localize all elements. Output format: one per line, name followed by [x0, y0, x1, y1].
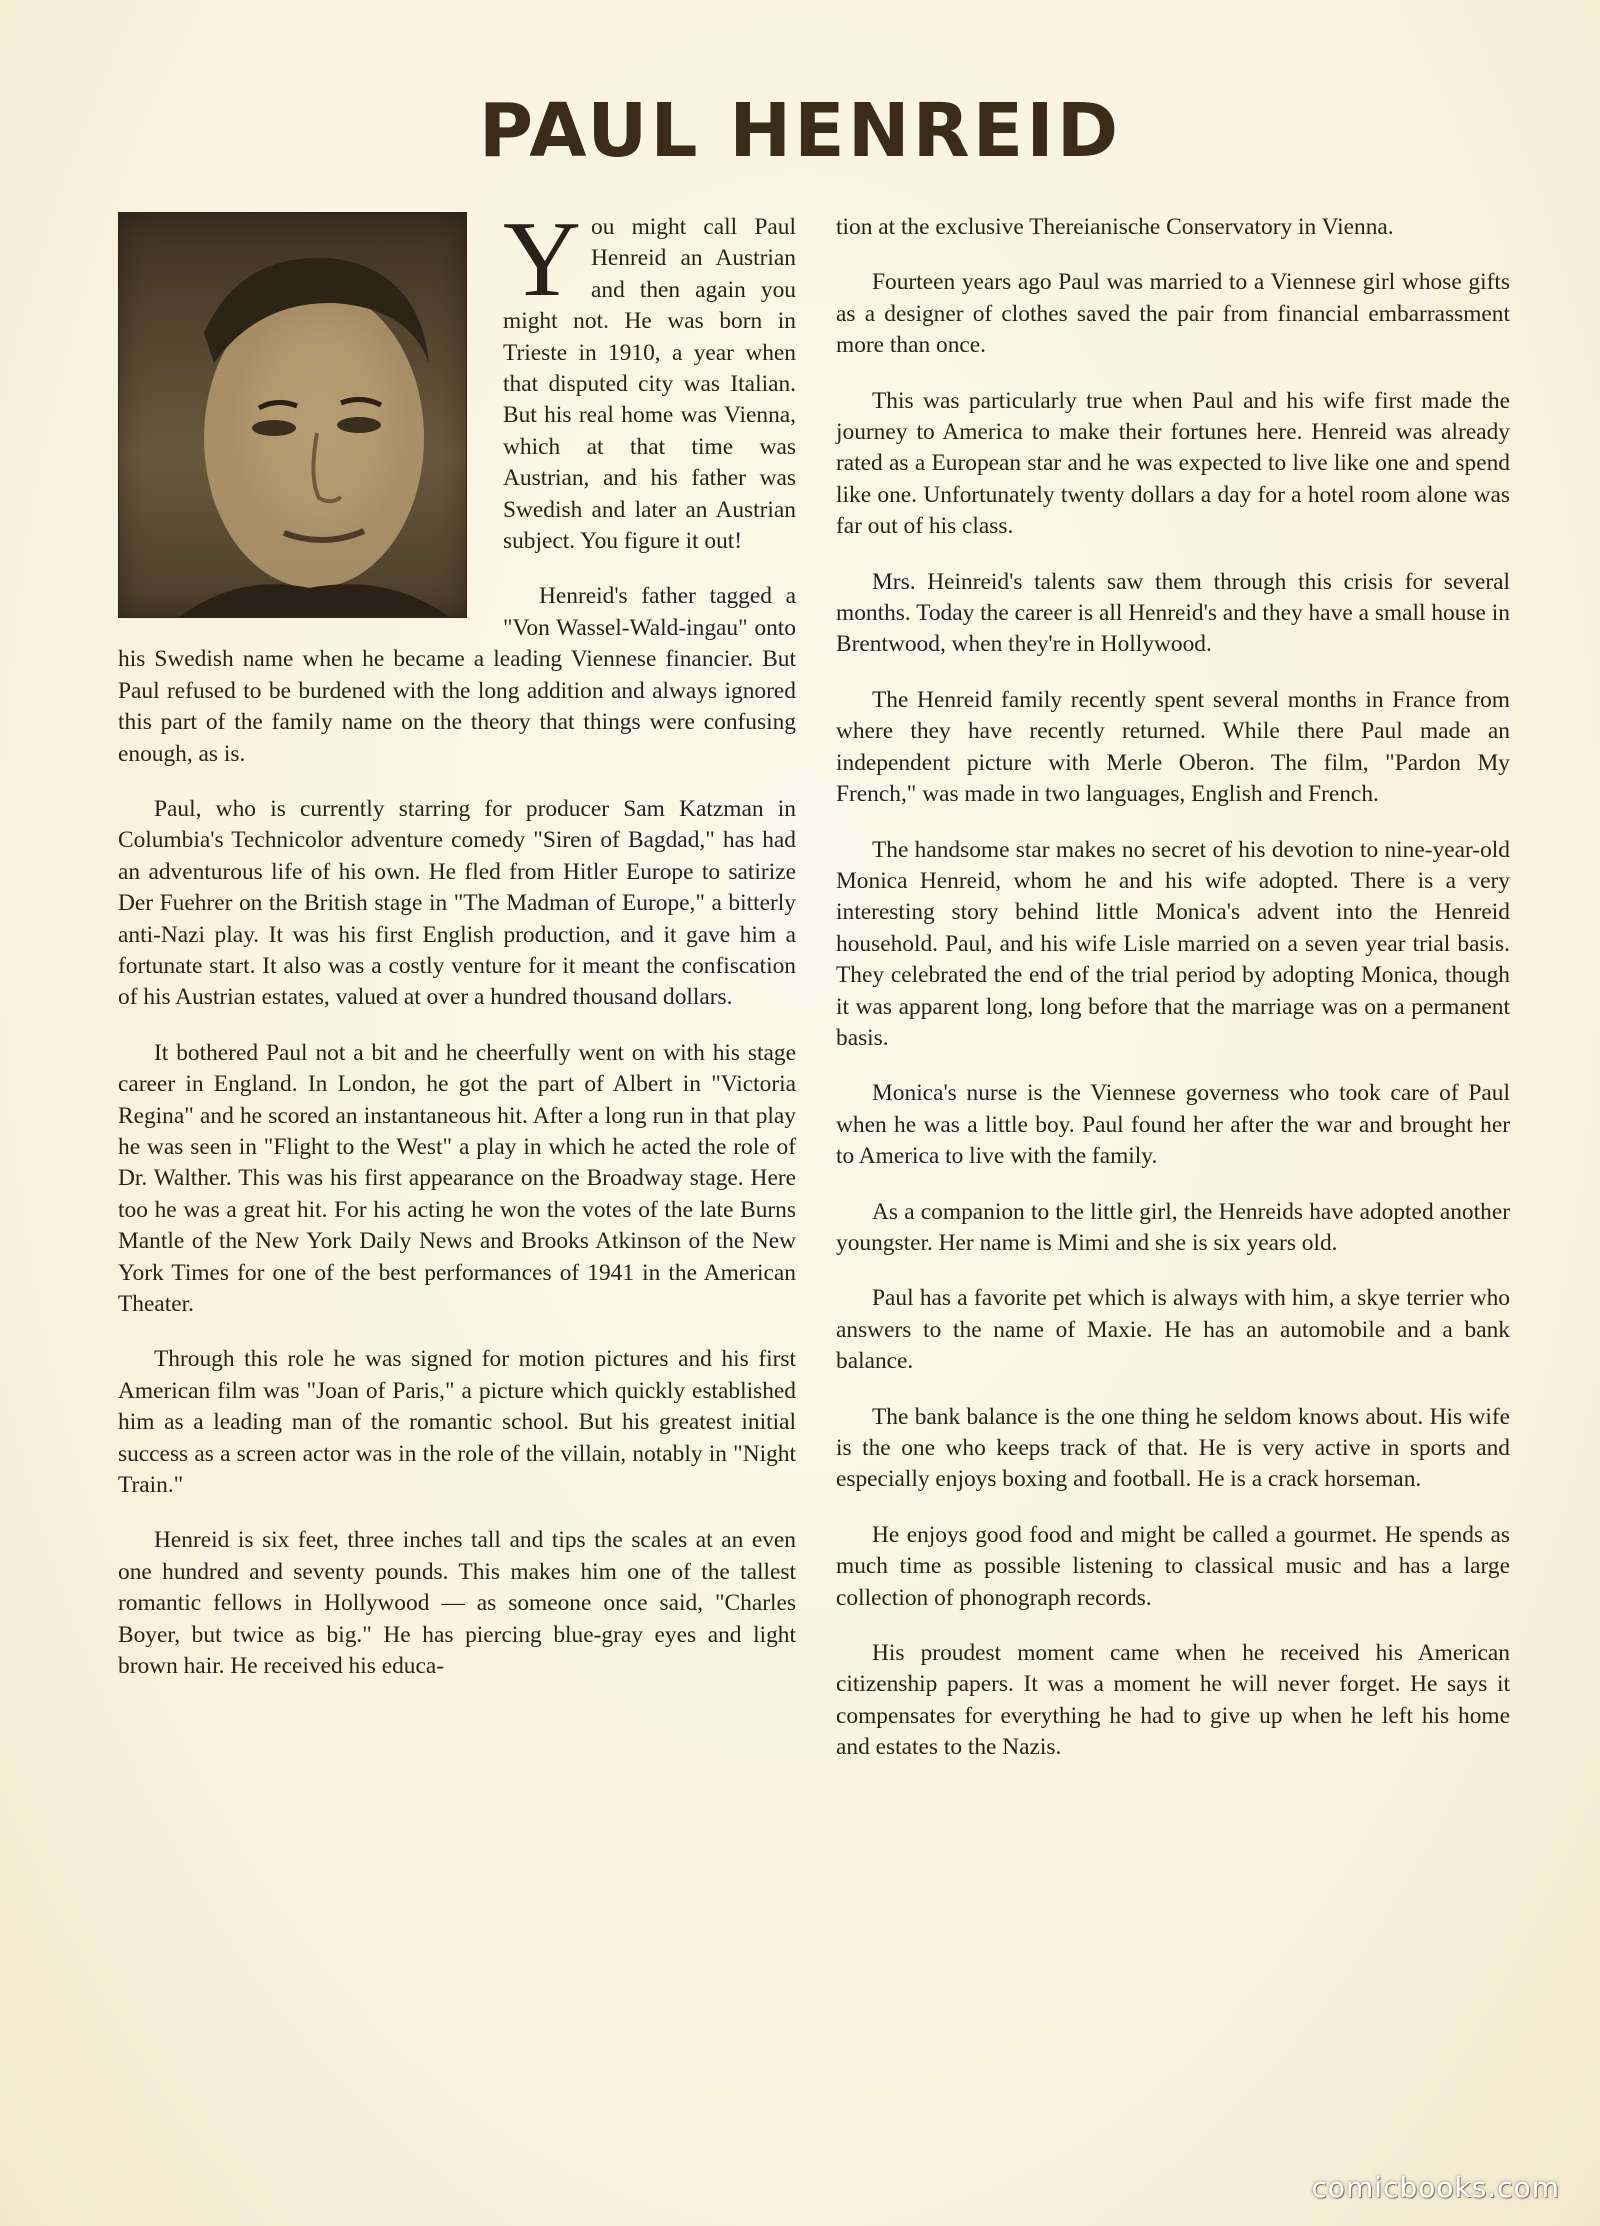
paragraph: Through this role he was signed for motion pictures and his first American film was "Joan of Paris," a picture which quickly established him as a leading man of the romantic school. But his greatest initial success as a screen actor was in the role of the villain, notably in "Night Train.": [118, 1346, 796, 1499]
paragraph-text: ou might call Paul Henreid an Austrian and then again you might not. He was born in Trieste in 1910, a year when that disputed city was Italian. But his real home was Vienna, which at that time was Austrian, and his father was Swedish and later an Austrian subject. You figure it out!: [503, 214, 796, 555]
paragraph: Mrs. Heinreid's talents saw them through this crisis for several months. Today the career is all Henreid's and they have a small house in Brentwood, when they're in Hollywood.: [836, 568, 1510, 658]
paragraph: As a companion to the little girl, the Henreids have adopted another youngster. Her name is Mimi and she is six years old.: [836, 1198, 1510, 1256]
paragraph: tion at the exclusive Thereianische Conservatory in Vienna.: [836, 214, 1394, 240]
paragraph: The handsome star makes no secret of his devotion to nine-year-old Monica Henreid, whom he and his wife adopted. There is a very interesting story behind little Monica's advent into the Henreid household. Paul, and his wife Lisle married on a seven year trial basis. They celebrated the end of the trial period by adopting Monica, though it was apparent long, long before that the marriage was on a permanent basis.: [836, 836, 1510, 1051]
paragraph: It bothered Paul not a bit and he cheerfully went on with his stage career in England. In London, he got the part of Albert in "Victoria Regina" and he scored an instantaneous hit. After a long run in that play he was seen in "Flight to the West" a play in which he acted the role of Dr. Walther. This was his first appearance on the Broadway stage. Here too he was a great hit. For his acting he won the votes of the late Burns Mantle of the New York Daily News and Brooks Atkinson of the New York Times for one of the best performances of 1941 in the American Theater.: [118, 1039, 796, 1317]
paragraph: Henreid is six feet, three inches tall and tips the scales at an even one hundred and seventy pounds. This makes him one of the tallest romantic fellows in Hollywood — as someone once said, "Charles Boyer, but twice as big." He has piercing blue-gray eyes and light brown hair. He received his educa-: [118, 1527, 796, 1680]
paragraph: Fourteen years ago Paul was married to a Viennese girl whose gifts as a designer of clothes saved the pair from financial embarrassment more than once.: [836, 269, 1510, 359]
left-column: [118, 200, 796, 1706]
portrait-illustration: [119, 213, 466, 617]
paragraph: Paul has a favorite pet which is always with him, a skye terrier who answers to the name of Maxie. He has an automobile and a bank balance.: [836, 1285, 1510, 1375]
paragraph: This was particularly true when Paul and his wife first made the journey to America to make their fortunes here. Henreid was already rated as a European star and he was expected to live like one and spend like one. Unfortunately twenty dollars a day for a hotel room alone was far out of his class.: [836, 387, 1510, 540]
paragraph: The bank balance is the one thing he seldom knows about. His wife is the one who keeps track of that. He is very active in sports and especially enjoys boxing and football. He is a crack horseman.: [836, 1403, 1510, 1493]
paragraph: Henreid's father tagged a "Von Wassel-Wald-ingau" onto his Swedish name when he became a leading Viennese financier. But Paul refused to be burdened with the long addition and always ignored this part of the family name on the theory that things were confusing enough, as is.: [118, 583, 796, 767]
paragraph: The Henreid family recently spent several months in France from where they have recently returned. While there Paul made an independent picture with Merle Oberon. The film, "Pardon My French," was made in two languages, English and French.: [836, 686, 1510, 808]
page-title: PAUL HENREID: [478, 88, 1122, 174]
paragraph: Monica's nurse is the Viennese governess who took care of Paul when he was a little boy. Paul found her after the war and brought her to America to live with the family.: [836, 1080, 1510, 1170]
paragraph: Paul, who is currently starring for producer Sam Katzman in Columbia's Technicolor adventure comedy "Siren of Bagdad," has had an adventurous life of his own. He fled from Hitler Europe to satirize Der Fuehrer on the British stage in "The Madman of Europe," a bitterly anti-Nazi play. It was his first English production, and it gave him a fortunate start. It also was a costly venture for it meant the confiscation of his Austrian estates, valued at over a hundred thousand dollars.: [118, 795, 796, 1011]
portrait-photo: [118, 212, 467, 618]
watermark: comicbooks.com: [1311, 2171, 1560, 2204]
paragraph: His proudest moment came when he received his American citizenship papers. It was a moment he will never forget. He says it compensates for everything he had to give up when he left his home and estates to the Nazis.: [836, 1640, 1510, 1761]
drop-cap: Y: [503, 200, 581, 319]
paragraph: He enjoys good food and might be called a gourmet. He spends as much time as possible listening to classical music and has a large collection of phonograph records.: [836, 1521, 1510, 1611]
right-column: [836, 212, 1510, 1788]
